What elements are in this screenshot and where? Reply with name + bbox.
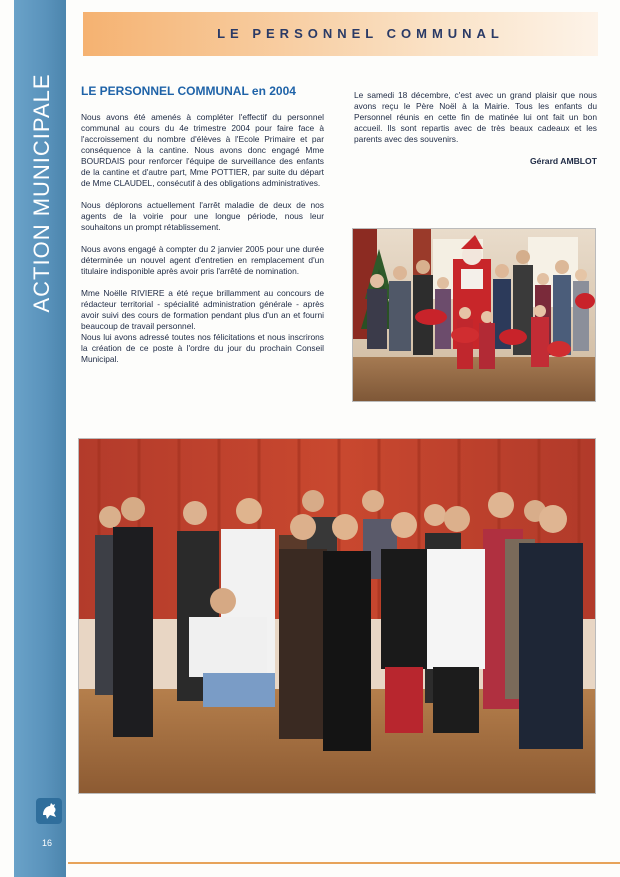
staff-group-photo: [78, 438, 596, 794]
footer-rule: [68, 862, 620, 864]
sidebar-band: [14, 0, 66, 877]
article-paragraph: Nous déplorons actuellement l'arrêt maladie de deux de nos agents de la voirie pour une longue période, nous leur souhaitons un prompt rétablissement.: [81, 200, 324, 232]
page-number: 16: [42, 838, 53, 848]
christmas-photo: [352, 228, 596, 402]
article-paragraph: Nous avons engagé à compter du 2 janvier 2005 pour une durée déterminée un nouvel agent d'entretien en remplacement d'un titulaire indisponible après avoir pris l'arrêté de nomination.: [81, 244, 324, 276]
article-right-column: [354, 90, 597, 166]
article-paragraph: Nous avons été amenés à compléter l'effectif du personnel communal au cours du 4e trimestre 2004 pour faire face à l'accroissement du nombre d'élèves à l'Ecole Primaire et par conséquence à la cantine. Nous avons donc engagé Mme BOURDAIS pour renforcer l'équipe de surveillance des enfants de la cantine et d'autre part, Mme POTTIER, par suite du départ de Mme CLAUDEL, consécutif à des obligations administratives.: [81, 112, 324, 188]
article-paragraph: Mme Noëlle RIVIERE a été reçue brillamment au concours de rédacteur territorial - spécialité administration générale - après avoir suivi des cours de formation pendant plus d'un an et fourni beaucoup de travail personnel.: [81, 288, 324, 331]
header-band: [83, 12, 598, 56]
article-paragraph: Le samedi 18 décembre, c'est avec un grand plaisir que nous avons reçu le Père Noël à la Mairie. Tous les enfants du Personnel réunis en cette fin de matinée lui ont fait un bon accueil. Ils sont repartis avec de très beaux cadeaux et les parents avec des souvenirs.: [354, 90, 597, 144]
article-left-column: [81, 84, 324, 376]
rooster-logo-icon: [36, 798, 62, 824]
article-heading: LE PERSONNEL COMMUNAL en 2004: [81, 84, 296, 98]
section-title: ACTION MUNICIPALE: [29, 73, 54, 313]
page-title: LE PERSONNEL COMMUNAL: [217, 26, 504, 41]
article-paragraph: Nous lui avons adressé toutes nos félicitations et nous inscrirons la création de ce poste à l'ordre du jour du prochain Conseil Municipal.: [81, 332, 324, 364]
signature: Gérard AMBLOT: [529, 156, 597, 166]
